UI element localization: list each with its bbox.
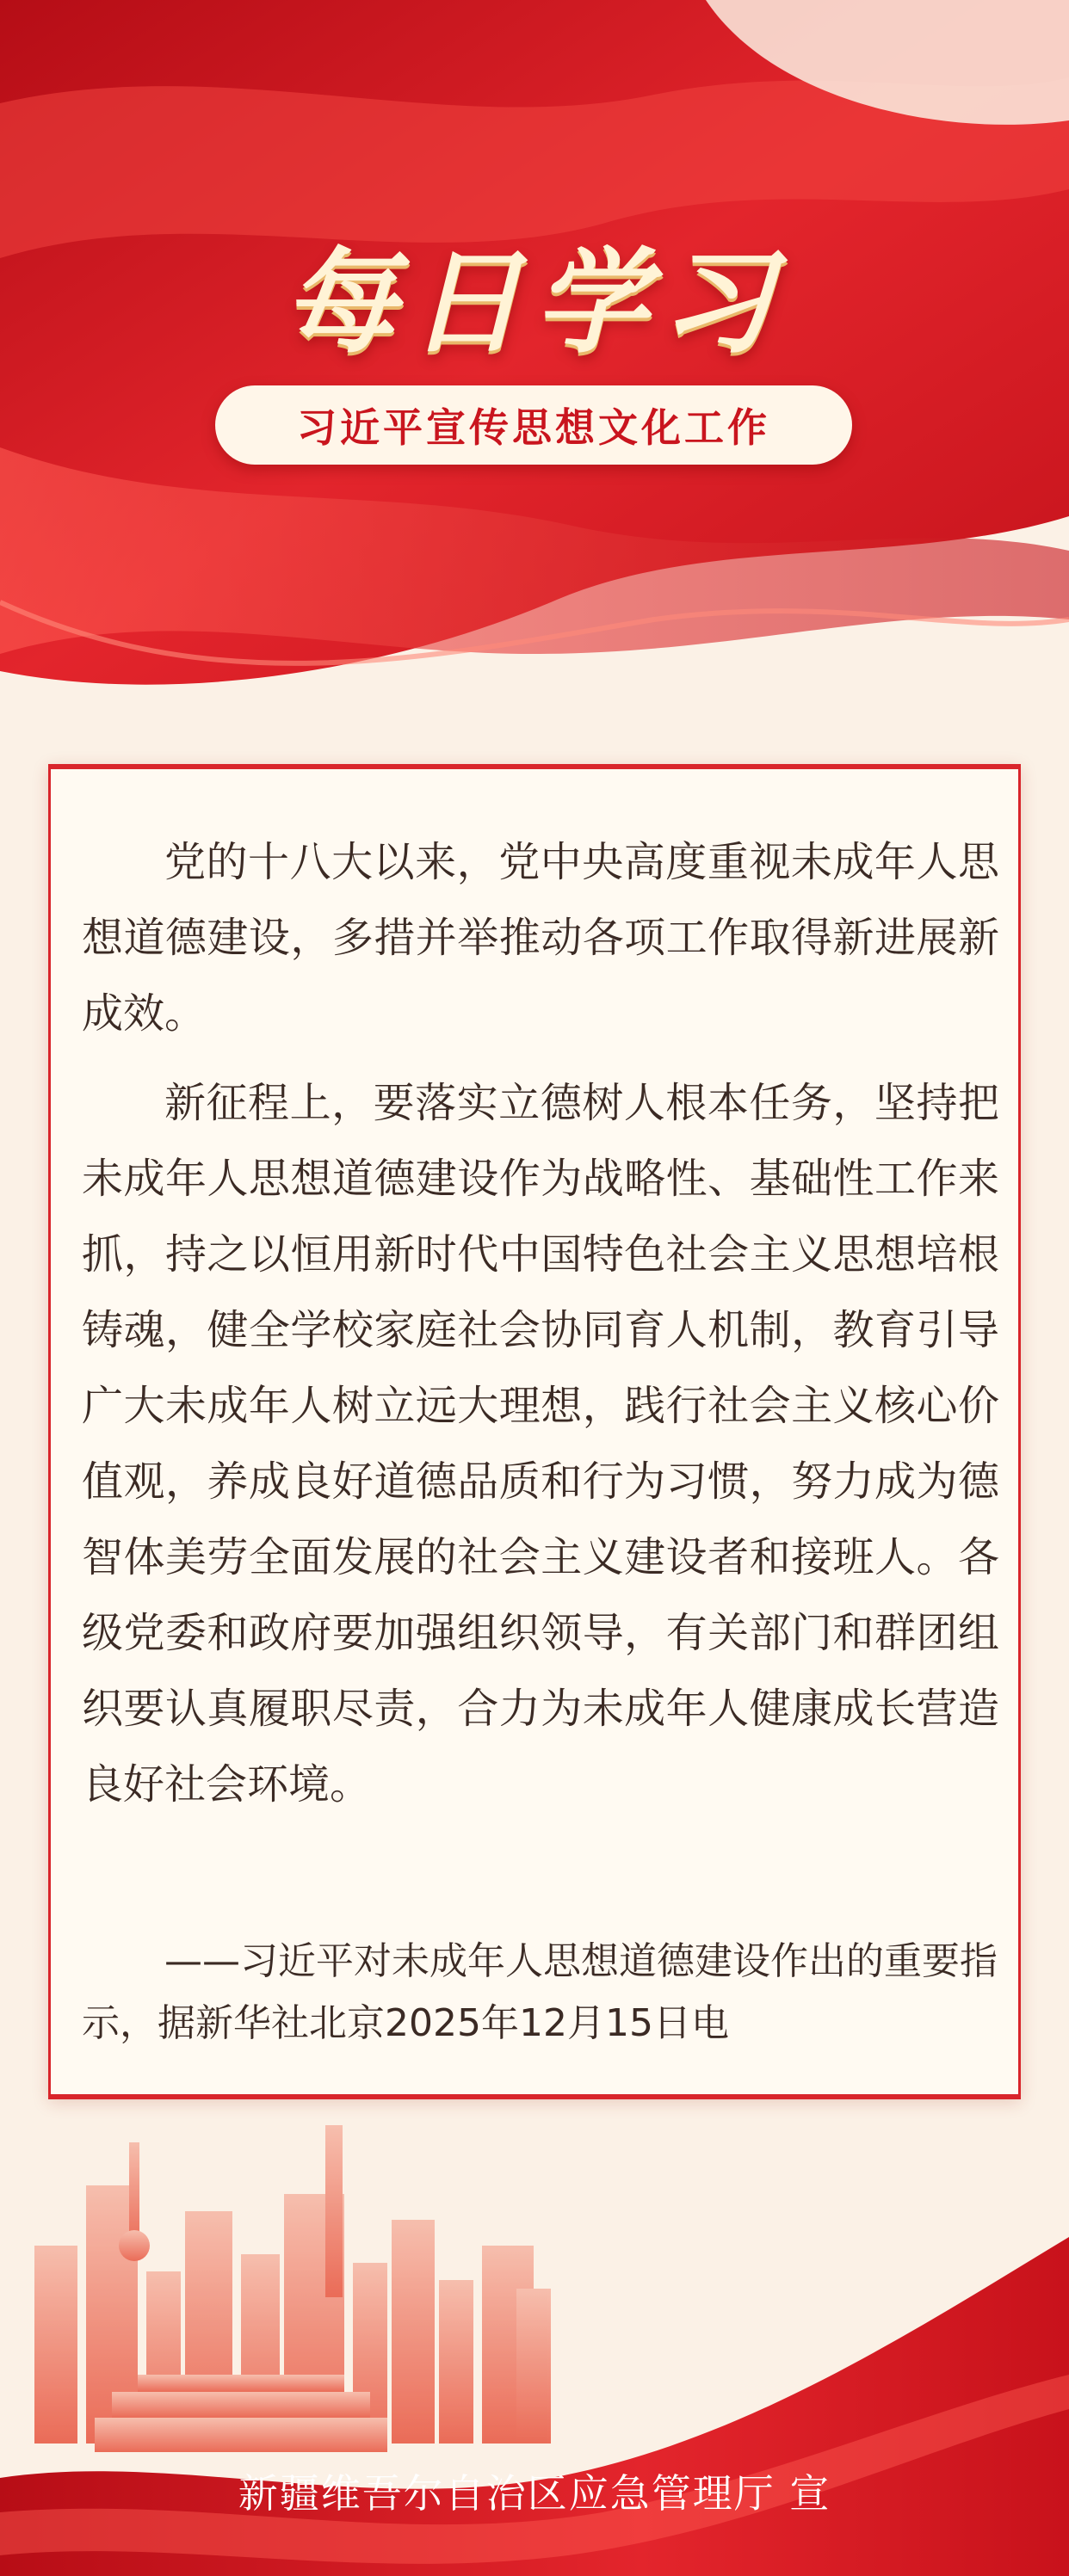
article-source: ——习近平对未成年人思想道德建设作出的重要指示，据新华社北京2025年12月15日电	[82, 1939, 998, 2045]
page-title: 每日学习	[283, 237, 786, 369]
subtitle-badge	[215, 385, 852, 465]
article-paragraph-1: 党的十八大以来，党中央高度重视未成年人思想道德建设，多措并举推动各项工作取得新进展新成效。	[82, 838, 999, 1038]
article-card	[48, 764, 1021, 2099]
subtitle-text: 习近平宣传思想文化工作	[297, 404, 770, 451]
publisher-footer: 新疆维吾尔自治区应急管理厅 宣	[238, 2470, 831, 2517]
article-paragraph-2: 新征程上，要落实立德树人根本任务，坚持把未成年人思想道德建设作为战略性、基础性工作来抓，持之以恒用新时代中国特色社会主义思想培根铸魂，健全学校家庭社会协同育人机制，教育引导广大未成年人树立远大理想，践行社会主义核心价值观，养成良好道德品质和行为习惯，努力成为德智体美劳全面发展的社会主义建设者和接班人。各级党委和政府要加强组织领导，有关部门和群团组织要认真履职尽责，合力为未成年人健康成长营造良好社会环境。	[82, 1079, 999, 1809]
